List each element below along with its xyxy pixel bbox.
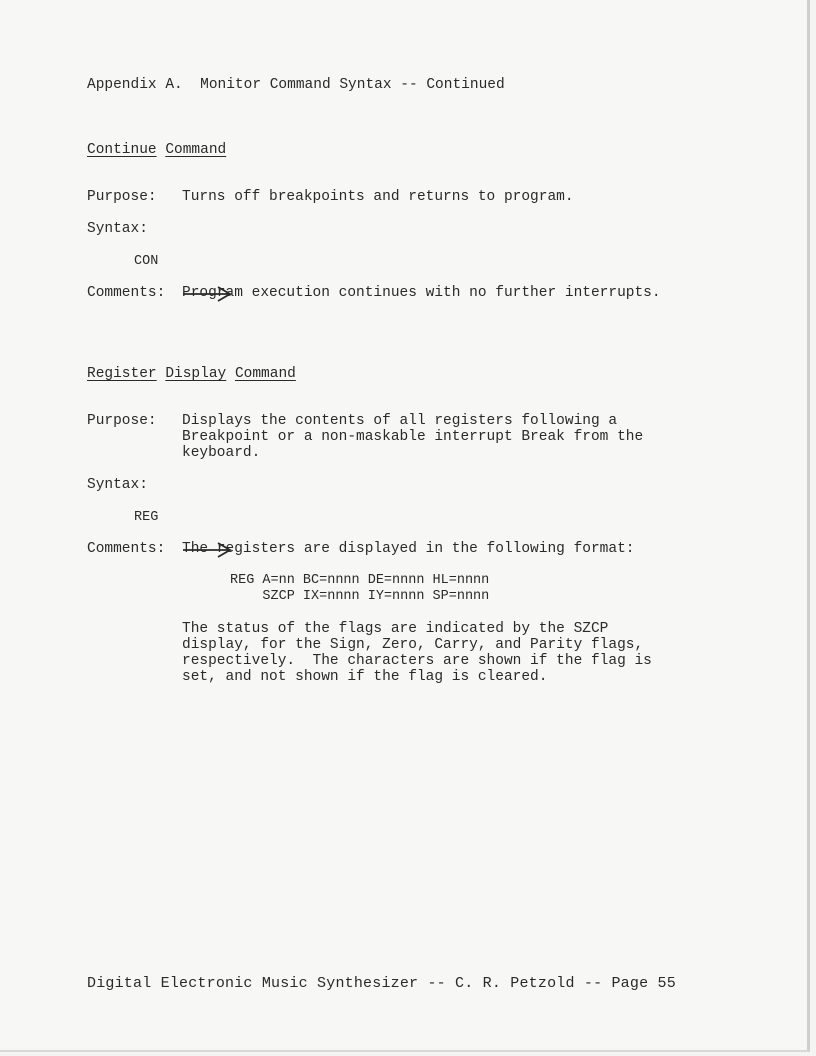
comments-text: Program execution continues with no further interrupts. bbox=[182, 285, 661, 301]
page-footer: Digital Electronic Music Synthesizer -- C. R. Petzold -- Page 55 bbox=[87, 975, 676, 992]
heading-word: Command bbox=[234, 366, 296, 382]
register-format-line: SZCP IX=nnnn IY=nnnn SP=nnnn bbox=[230, 589, 490, 604]
purpose-label: Purpose: bbox=[87, 413, 157, 429]
register-format-line: REG A=nn BC=nnnn DE=nnnn HL=nnnn bbox=[230, 573, 490, 588]
syntax-command: CON bbox=[134, 254, 159, 269]
page-header: Appendix A. Monitor Command Syntax -- Continued bbox=[87, 77, 505, 93]
continue-command-heading bbox=[87, 142, 226, 158]
heading-word: Command bbox=[165, 142, 227, 158]
syntax-label: Syntax: bbox=[87, 477, 148, 493]
heading-word: Register bbox=[87, 366, 157, 382]
purpose-text: Turns off breakpoints and returns to program. bbox=[182, 189, 574, 205]
heading-word: Continue bbox=[87, 142, 157, 158]
comments-label: Comments: bbox=[87, 285, 166, 301]
purpose-line: keyboard. bbox=[182, 445, 261, 461]
register-display-heading bbox=[87, 366, 296, 382]
flags-description-line: respectively. The characters are shown if the flag is bbox=[182, 653, 652, 669]
syntax-label: Syntax: bbox=[87, 221, 148, 237]
purpose-line: Displays the contents of all registers following a bbox=[182, 413, 618, 429]
comments-label: Comments: bbox=[87, 541, 166, 557]
flags-description-line: display, for the Sign, Zero, Carry, and Parity flags, bbox=[182, 637, 644, 653]
flags-description-line: set, and not shown if the flag is cleared. bbox=[182, 669, 548, 685]
comments-intro: The registers are displayed in the following format: bbox=[182, 541, 635, 557]
purpose-label: Purpose: bbox=[87, 189, 157, 205]
purpose-line: Breakpoint or a non-maskable interrupt Break from the bbox=[182, 429, 644, 445]
syntax-command: REG bbox=[134, 510, 159, 525]
flags-description-line: The status of the flags are indicated by the SZCP bbox=[182, 621, 609, 637]
heading-word: Display bbox=[165, 366, 227, 382]
